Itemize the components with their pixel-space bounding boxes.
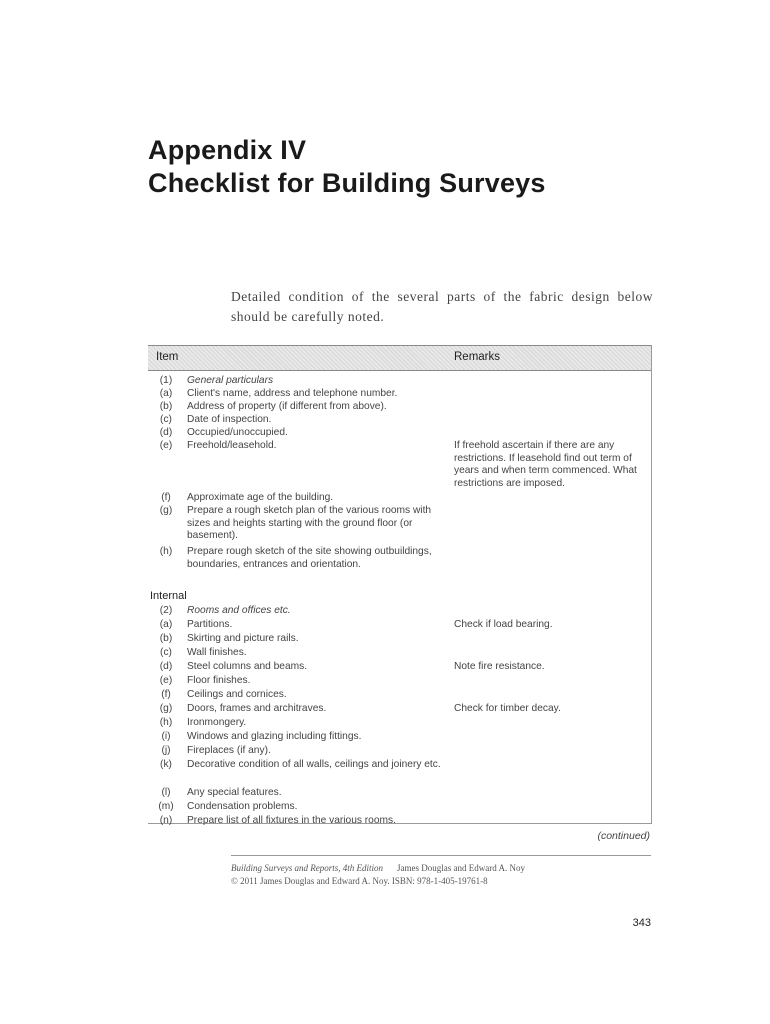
row-label: (m) (158, 801, 174, 812)
row-text: Windows and glazing including fittings. (187, 731, 362, 742)
row-label: (e) (159, 440, 173, 451)
row-remark: Check for timber decay. (454, 703, 561, 714)
row-label: (g) (159, 703, 173, 714)
row-label: (c) (160, 647, 172, 658)
row-label: (l) (161, 787, 171, 798)
row-text: Freehold/leasehold. (187, 440, 277, 451)
row-text: Ironmongery. (187, 717, 247, 728)
row-label: (f) (161, 689, 171, 700)
appendix-heading: Appendix IV (148, 135, 307, 165)
row-text: Condensation problems. (187, 801, 298, 812)
footer-copyright: © 2011 James Douglas and Edward A. Noy. ISBN: 978-1-405-19761-8 (231, 876, 488, 886)
row-text: Rooms and offices etc. (187, 605, 291, 616)
row-text: Any special features. (187, 787, 282, 798)
row-label: (h) (159, 546, 173, 557)
row-label: (g) (159, 505, 173, 516)
row-label: (n) (159, 815, 173, 826)
footer-book-title: Building Surveys and Reports, 4th Edition (231, 863, 383, 873)
row-text: Skirting and picture rails. (187, 633, 299, 644)
row-text: Prepare rough sketch of the site showing outbuildings, boundaries, entrances and orientation. (187, 546, 432, 570)
row-label: (k) (160, 759, 172, 770)
row-label: (h) (159, 717, 173, 728)
row-remark: Check if load bearing. (454, 619, 553, 630)
row-label: (a) (159, 619, 173, 630)
header-remarks: Remarks (454, 351, 501, 363)
row-label: (2) (159, 605, 173, 616)
row-label: (c) (160, 414, 172, 425)
row-text: Occupied/unoccupied. (187, 427, 288, 438)
row-text: Decorative condition of all walls, ceilings and joinery etc. (187, 759, 441, 770)
row-text: Partitions. (187, 619, 233, 630)
row-remark: If freehold ascertain if there are any restrictions. If leasehold find out term of years and when term commenced. What restrictions are imposed. (454, 440, 637, 489)
page-number: 343 (632, 917, 651, 929)
row-label: (j) (161, 745, 171, 756)
row-remark: Note fire resistance. (454, 661, 545, 672)
row-text: Floor finishes. (187, 675, 251, 686)
row-label: (a) (159, 388, 173, 399)
checklist-heading: Checklist for Building Surveys (148, 168, 546, 198)
footer-divider (231, 855, 651, 856)
row-text: Fireplaces (if any). (187, 745, 271, 756)
header-item: Item (156, 351, 179, 363)
row-label: (d) (159, 661, 173, 672)
row-label: (1) (159, 375, 173, 386)
row-text: Client's name, address and telephone number. (187, 388, 398, 399)
row-label: (b) (159, 401, 173, 412)
row-text: General particulars (187, 375, 274, 386)
row-text: Wall finishes. (187, 647, 247, 658)
page-title (148, 134, 546, 200)
row-text: Ceilings and cornices. (187, 689, 287, 700)
row-text: Address of property (if different from above). (187, 401, 387, 412)
row-text: Prepare list of all fixtures in the various rooms. (187, 815, 396, 826)
row-text: Date of inspection. (187, 414, 272, 425)
row-text: Approximate age of the building. (187, 492, 334, 503)
row-label: (b) (159, 633, 173, 644)
row-text: Doors, frames and architraves. (187, 703, 327, 714)
continued-note: (continued) (597, 830, 650, 842)
row-label: (i) (161, 731, 171, 742)
row-text: Prepare a rough sketch plan of the various rooms with sizes and heights starting with the ground floor (or basement). (187, 505, 432, 541)
row-label: (d) (159, 427, 173, 438)
footer-authors: James Douglas and Edward A. Noy (397, 863, 525, 873)
section-internal: Internal (150, 590, 187, 602)
checklist-table (148, 345, 652, 824)
row-label: (f) (161, 492, 171, 503)
table-header (148, 345, 651, 371)
row-text: Steel columns and beams. (187, 661, 308, 672)
page-footer (231, 862, 525, 888)
row-label: (e) (159, 675, 173, 686)
intro-paragraph: Detailed condition of the several parts of the fabric design below should be carefully noted. (231, 289, 653, 324)
